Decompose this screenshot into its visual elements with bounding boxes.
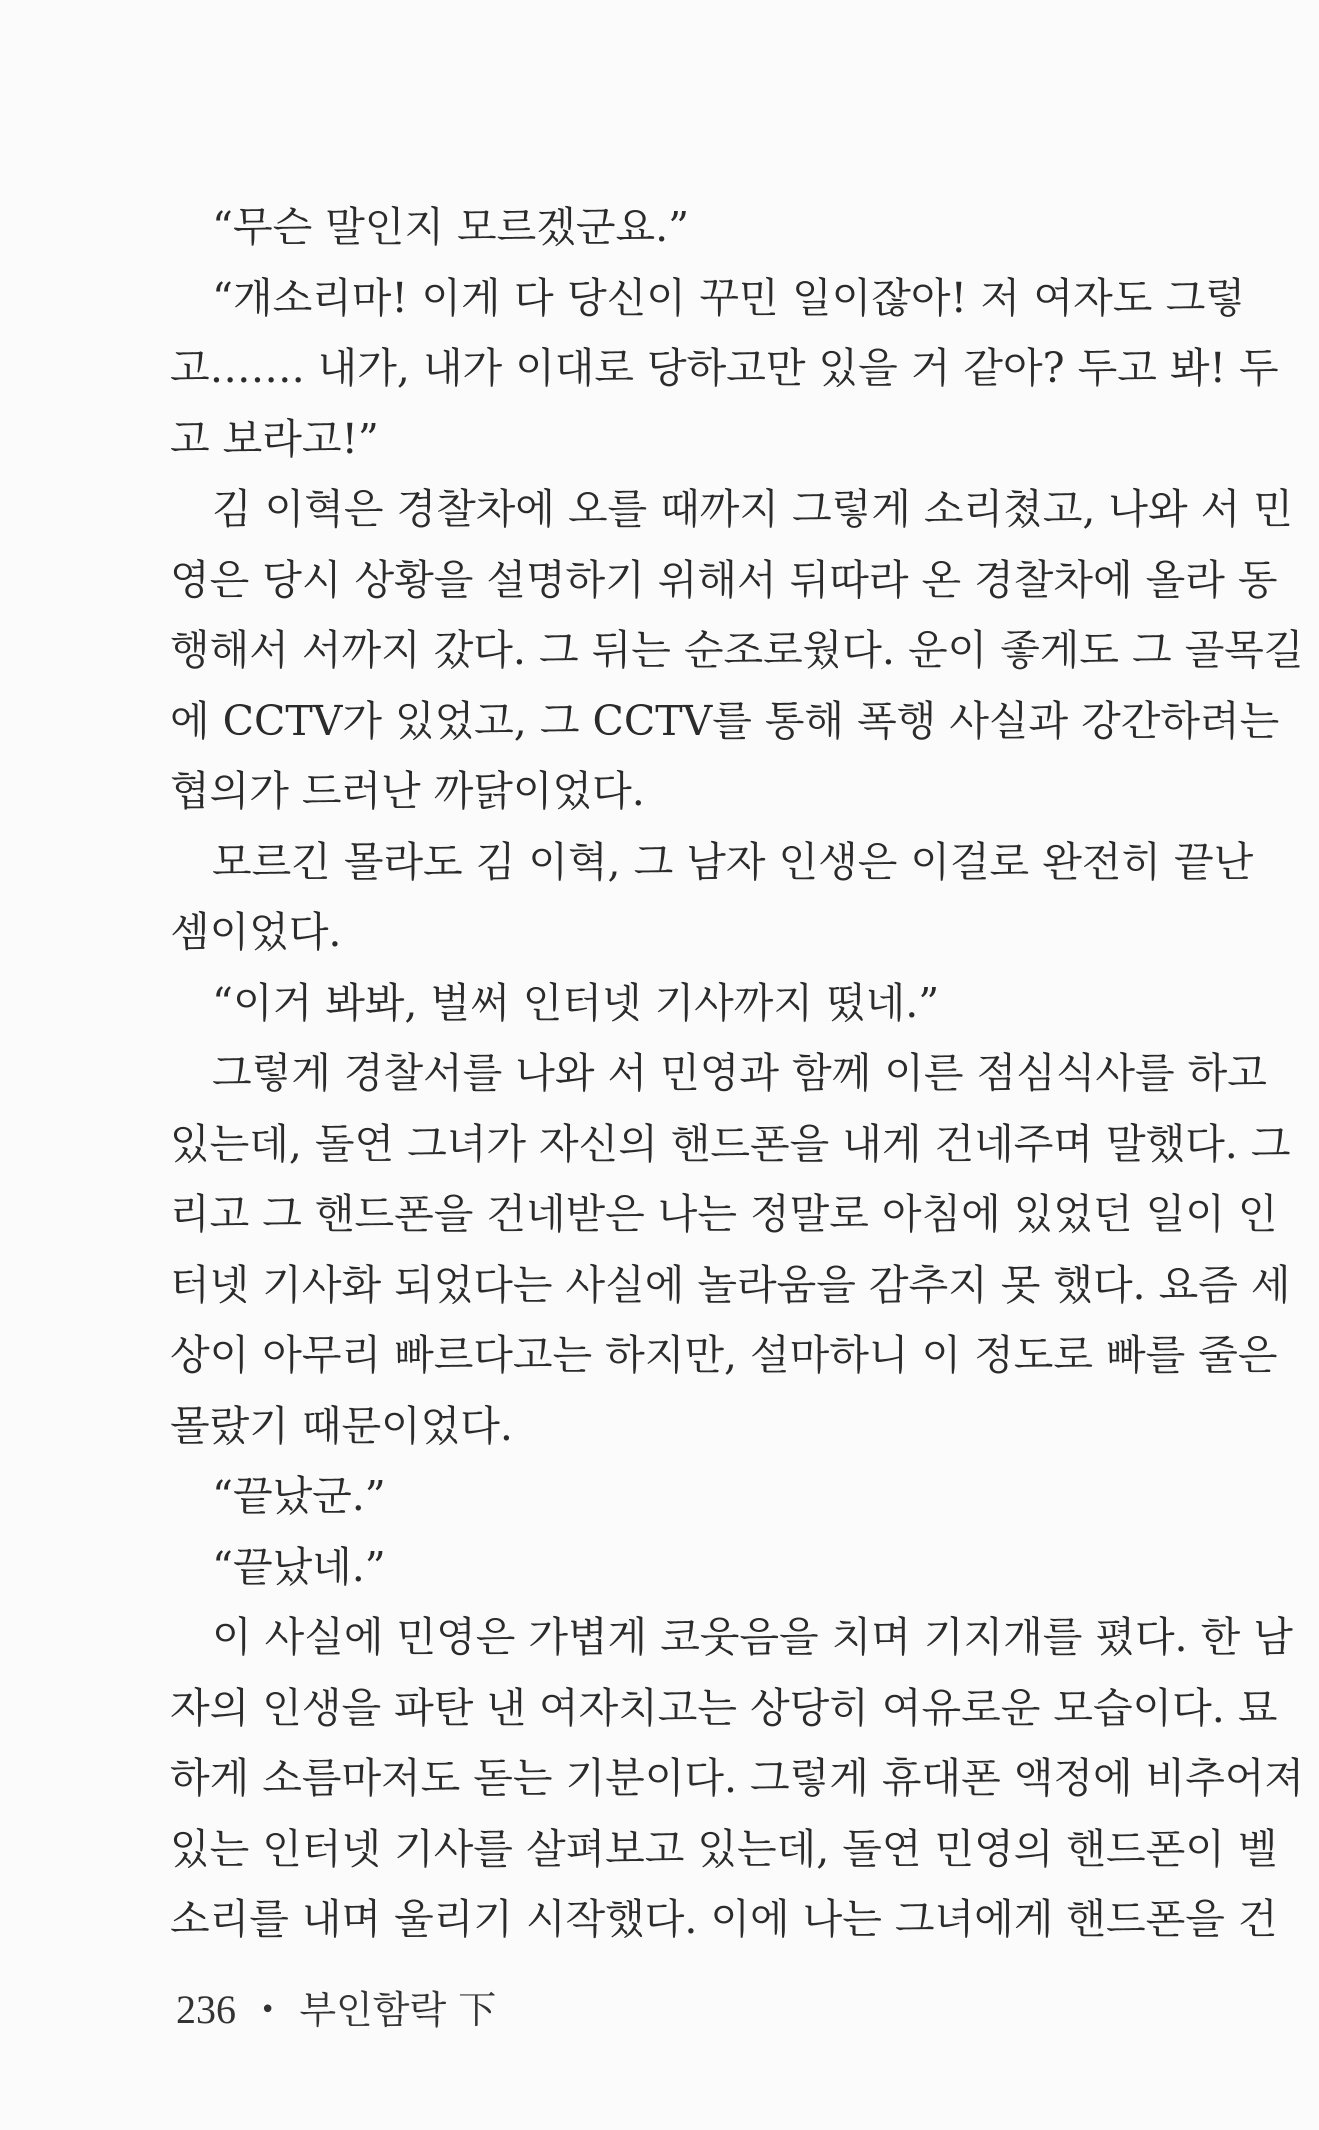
text-line: 자의 인생을 파탄 낸 여자치고는 상당히 여유로운 모습이다. 묘: [170, 1683, 1278, 1732]
text-line: 모르긴 몰라도 김 이혁, 그 남자 인생은 이걸로 완전히 끝난: [212, 837, 1254, 886]
text-line: 있는데, 돌연 그녀가 자신의 핸드폰을 내게 건네주며 말했다. 그: [170, 1119, 1291, 1168]
book-title: 부인함락 下: [299, 1988, 497, 2032]
text-line: 그렇게 경찰서를 나와 서 민영과 함께 이른 점심식사를 하고: [212, 1049, 1267, 1097]
text-line: “무슨 말인지 모르겠군요.”: [212, 203, 690, 251]
body-text: [170, 192, 1305, 1955]
text-line: 이 사실에 민영은 가볍게 코웃음을 치며 기지개를 폈다. 한 남: [212, 1613, 1293, 1661]
text-line: 고 보라고!”: [170, 414, 379, 463]
text-line: “개소리마! 이게 다 당신이 꾸민 일이잖아! 저 여자도 그렇: [212, 273, 1245, 322]
bullet-separator: •: [260, 1994, 276, 2025]
text-line: 협의가 드러난 까닭이었다.: [170, 767, 645, 815]
text-line: 있는 인터넷 기사를 살펴보고 있는데, 돌연 민영의 핸드폰이 벨: [170, 1824, 1278, 1873]
page-number: 236: [176, 1987, 236, 2032]
text-line: 에 CCTV가 있었고, 그 CCTV를 통해 폭행 사실과 강간하려는: [170, 696, 1280, 745]
text-line: 김 이혁은 경찰차에 오를 때까지 그렇게 소리쳤고, 나와 서 민: [212, 485, 1293, 533]
text-line: “이거 봐봐, 벌써 인터넷 기사까지 떴네.”: [212, 978, 940, 1027]
text-line: 고……. 내가, 내가 이대로 당하고만 있을 거 같아? 두고 봐! 두: [170, 344, 1279, 392]
text-line: 리고 그 핸드폰을 건네받은 나는 정말로 아침에 있었던 일이 인: [170, 1190, 1278, 1238]
text-line: 상이 아무리 빠르다고는 하지만, 설마하니 이 정도로 빠를 줄은: [170, 1331, 1278, 1379]
text-line: 몰랐기 때문이었다.: [170, 1401, 513, 1450]
text-line: 하게 소름마저도 돋는 기분이다. 그렇게 휴대폰 액정에 비추어져: [170, 1754, 1305, 1802]
text-line: 소리를 내며 울리기 시작했다. 이에 나는 그녀에게 핸드폰을 건: [170, 1895, 1278, 1943]
text-line: “끝났군.”: [212, 1472, 386, 1520]
text-line: 터넷 기사화 되었다는 사실에 놀라움을 감추지 못 했다. 요즘 세: [170, 1260, 1291, 1309]
text-line: 셈이었다.: [170, 908, 342, 956]
text-line: 영은 당시 상황을 설명하기 위해서 뒤따라 온 경찰차에 올라 동: [170, 555, 1278, 604]
page-footer: [176, 1982, 496, 2038]
text-line: 행해서 서까지 갔다. 그 뒤는 순조로웠다. 운이 좋게도 그 골목길: [170, 626, 1304, 674]
text-line: “끝났네.”: [212, 1542, 386, 1591]
